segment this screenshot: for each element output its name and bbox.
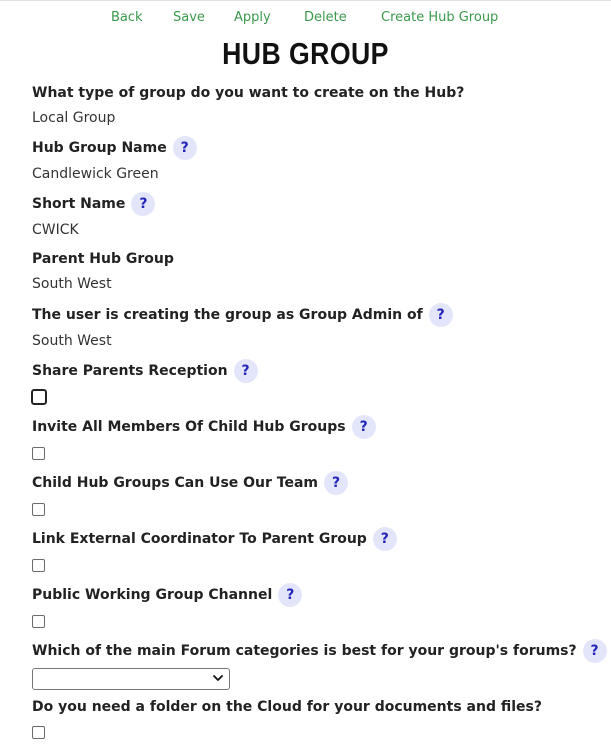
field-share-parents-reception (32, 359, 258, 405)
field-invite-all-members (32, 415, 376, 460)
child-use-team-label (32, 471, 348, 495)
group-type-label-text: What type of group do you want to create on the Hub? (32, 85, 465, 101)
field-public-working-channel (32, 583, 302, 628)
child-use-team-label-text: Child Hub Groups Can Use Our Team (32, 475, 319, 491)
public-working-channel-label-text: Public Working Group Channel (32, 587, 273, 603)
link-external-coordinator-label-text: Link External Coordinator To Parent Group (32, 531, 367, 547)
help-icon[interactable]: ? (429, 303, 453, 327)
field-parent-hub-group (32, 248, 174, 294)
short-name-label (32, 192, 155, 216)
hub-group-name-value: Candlewick Green (32, 166, 159, 182)
forum-category-select[interactable] (32, 668, 230, 690)
cloud-folder-checkbox[interactable] (32, 726, 45, 739)
public-working-channel-label (32, 583, 302, 607)
share-parents-reception-label (32, 359, 258, 383)
cloud-folder-label (32, 696, 542, 718)
field-link-external-coordinator (32, 527, 397, 572)
help-icon[interactable]: ? (173, 136, 197, 160)
invite-all-members-label-text: Invite All Members Of Child Hub Groups (32, 419, 346, 435)
help-icon[interactable]: ? (583, 639, 607, 663)
parent-hub-group-label (32, 248, 174, 270)
short-name-label-text: Short Name (32, 196, 126, 212)
help-icon[interactable]: ? (278, 583, 302, 607)
field-group-admin-of (32, 303, 453, 351)
action-bar (0, 9, 611, 27)
link-external-coordinator-label (32, 527, 397, 551)
hub-group-name-label-text: Hub Group Name (32, 140, 167, 156)
save-link[interactable]: Save (173, 10, 205, 25)
field-short-name (32, 192, 155, 240)
field-forum-category (32, 639, 607, 690)
help-icon[interactable]: ? (234, 359, 258, 383)
chevron-down-icon (212, 672, 224, 684)
group-admin-of-label-text: The user is creating the group as Group Admin of (32, 307, 423, 323)
top-divider (0, 0, 611, 1)
short-name-value: CWICK (32, 222, 79, 238)
group-admin-of-value: South West (32, 333, 112, 349)
delete-link[interactable]: Delete (304, 10, 347, 25)
parent-hub-group-label-text: Parent Hub Group (32, 251, 174, 267)
share-parents-reception-checkbox[interactable] (31, 389, 47, 405)
child-use-team-checkbox[interactable] (32, 503, 45, 516)
help-icon[interactable]: ? (373, 527, 397, 551)
share-parents-reception-label-text: Share Parents Reception (32, 363, 228, 379)
public-working-channel-checkbox[interactable] (32, 615, 45, 628)
group-type-value: Local Group (32, 110, 116, 126)
cloud-folder-label-text: Do you need a folder on the Cloud for your documents and files? (32, 699, 542, 715)
create-hub-group-link[interactable]: Create Hub Group (381, 10, 499, 25)
field-child-use-team (32, 471, 348, 516)
field-cloud-folder (32, 696, 542, 739)
field-group-type (32, 82, 464, 128)
group-type-label (32, 82, 464, 104)
help-icon[interactable]: ? (324, 471, 348, 495)
forum-category-label-text: Which of the main Forum categories is best for your group's forums? (32, 643, 577, 659)
back-link[interactable]: Back (111, 10, 143, 25)
parent-hub-group-value: South West (32, 276, 112, 292)
help-icon[interactable]: ? (131, 192, 155, 216)
hub-group-name-label (32, 136, 197, 160)
forum-category-label (32, 639, 607, 663)
field-hub-group-name (32, 136, 197, 184)
help-icon[interactable]: ? (352, 415, 376, 439)
link-external-coordinator-checkbox[interactable] (32, 559, 45, 572)
apply-link[interactable]: Apply (234, 10, 271, 25)
invite-all-members-checkbox[interactable] (32, 447, 45, 460)
group-admin-of-label (32, 303, 453, 327)
invite-all-members-label (32, 415, 376, 439)
page-title: HUB GROUP (222, 36, 389, 71)
